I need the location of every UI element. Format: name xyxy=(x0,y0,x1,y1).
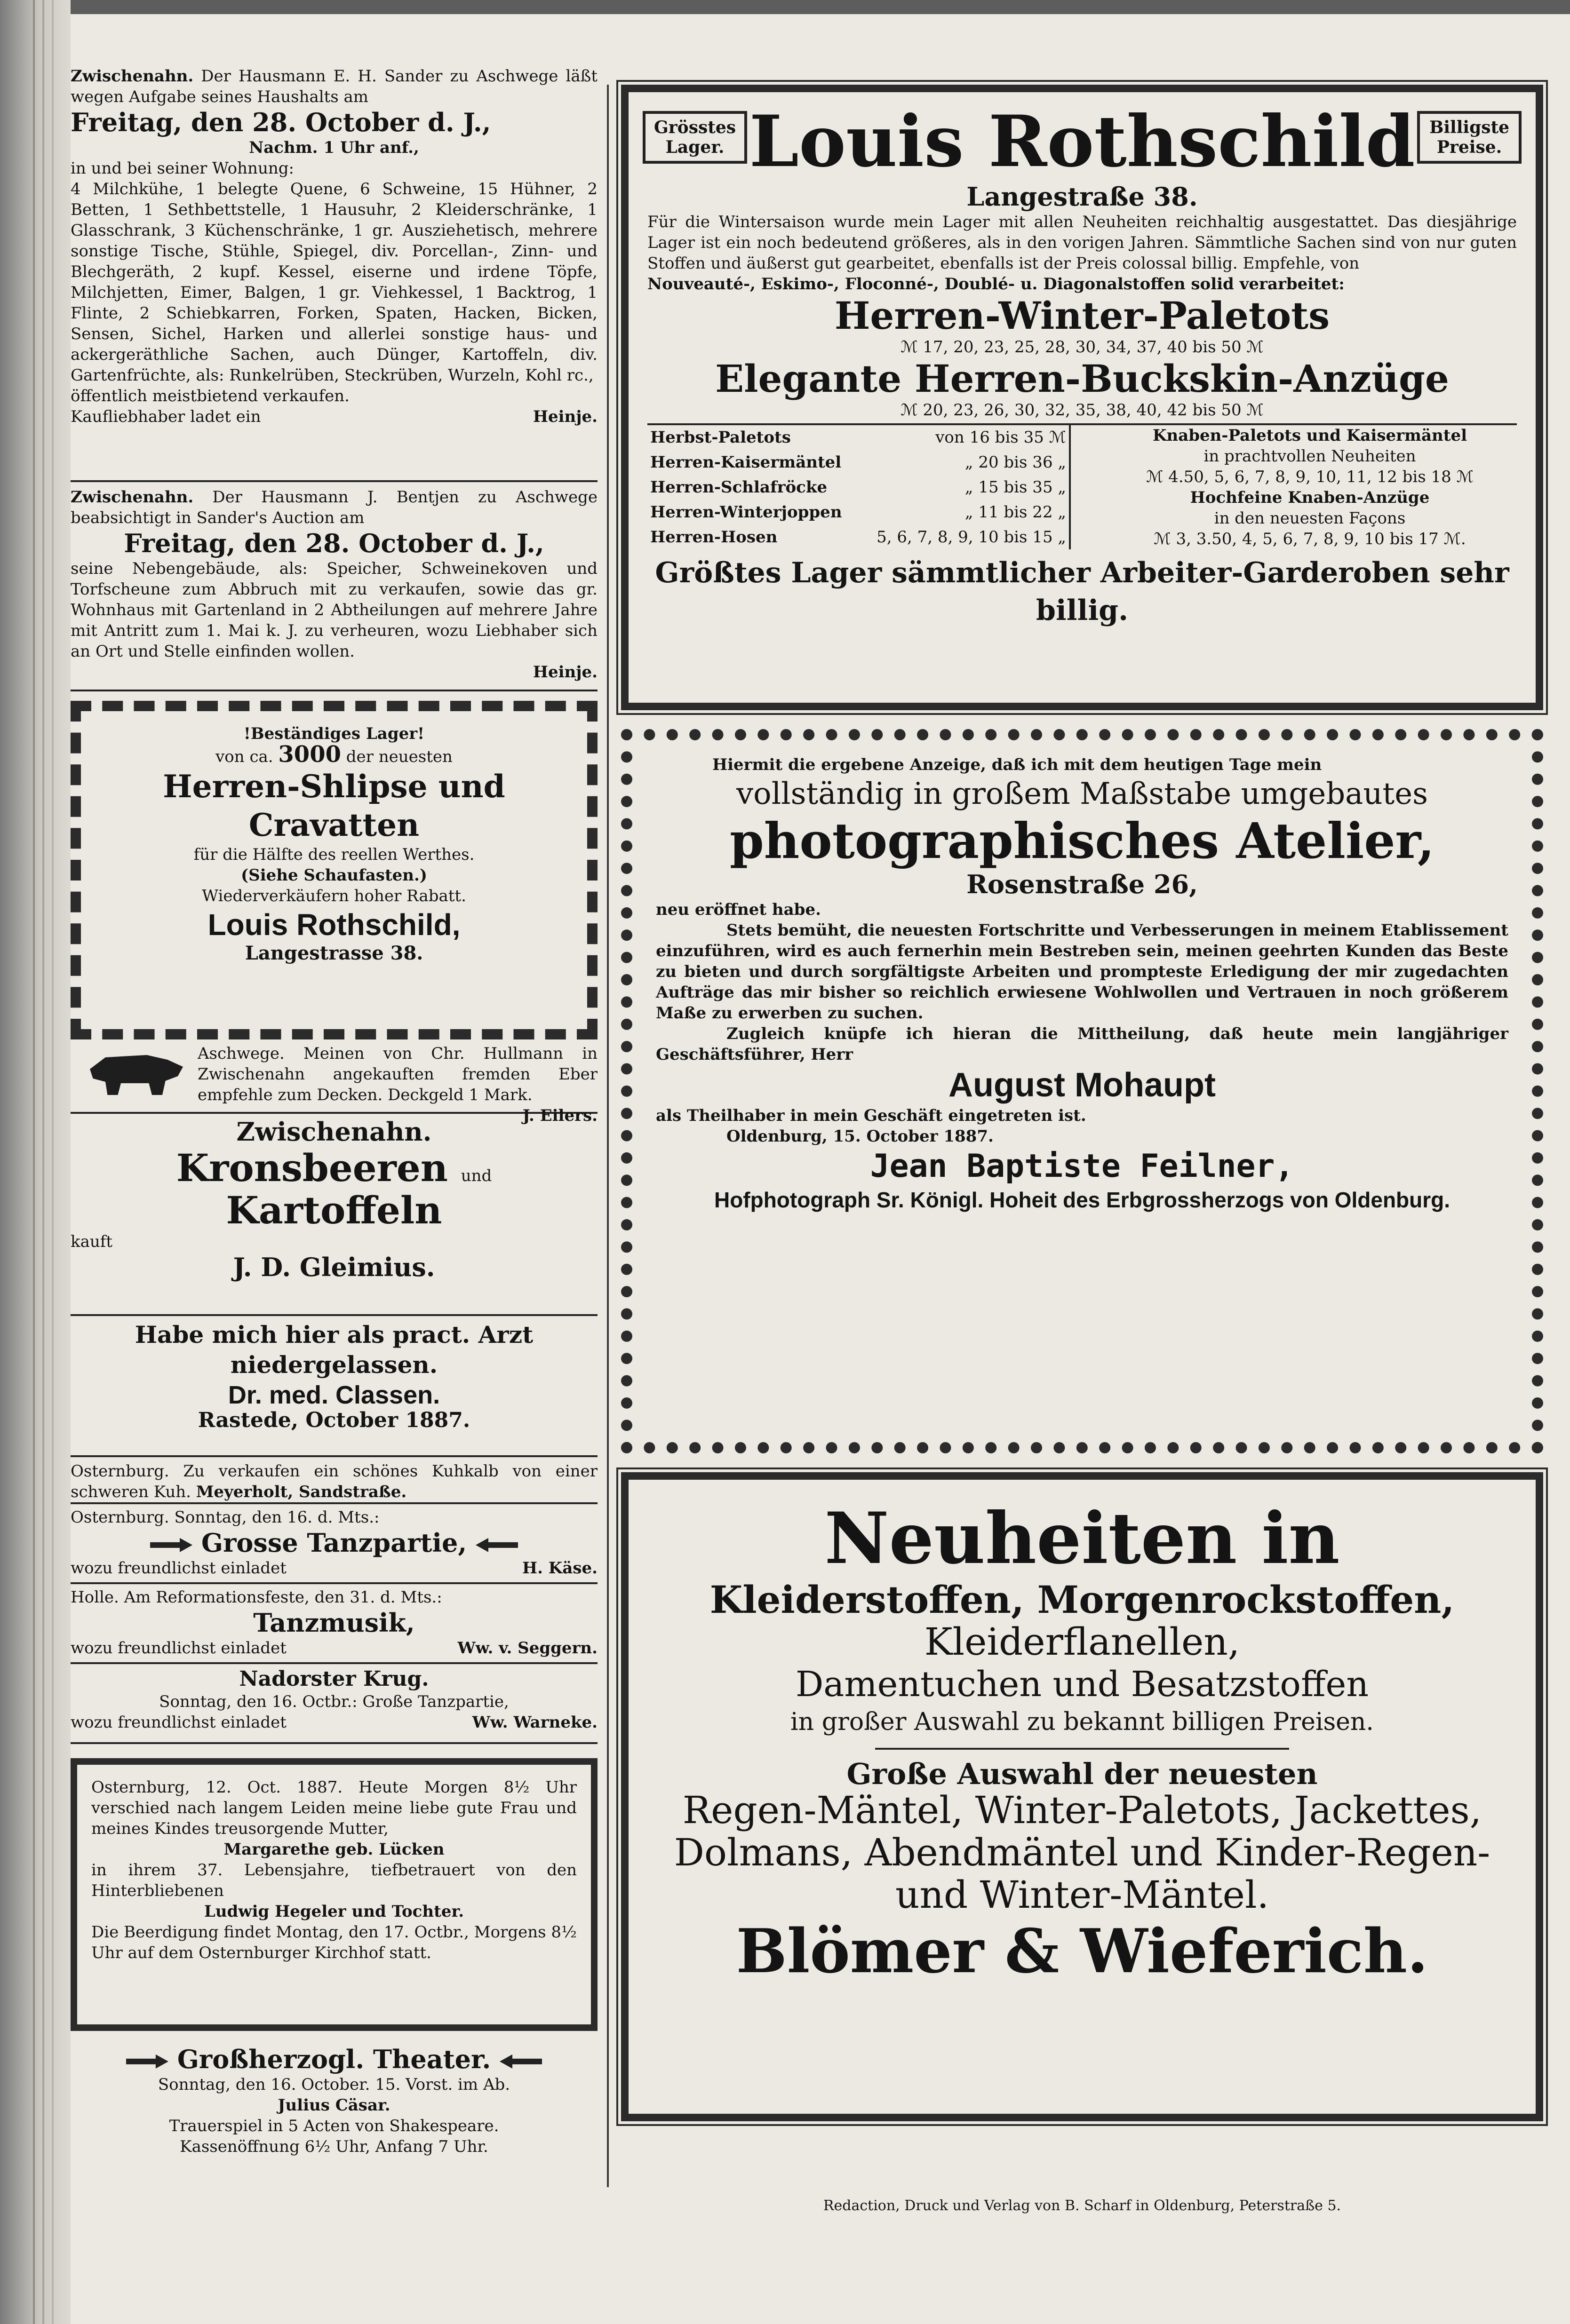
tanzmusik-ad xyxy=(71,1584,598,1664)
ad-text: und xyxy=(461,1166,492,1185)
deceased-name: Margarethe geb. Lücken xyxy=(223,1840,445,1859)
ad-text: Trauerspiel in 5 Acten von Shakespeare. xyxy=(169,2117,499,2135)
price-item: Herren-Winterjoppen xyxy=(650,502,842,522)
ad-text: Für die Wintersaison wurde mein Lager mit allen Neuheiten reichhaltig ausgestattet. Das diesjährige Lager ist ein noch bedeutend größeres, als in den vorigen Jahren. Sämmtliche Sachen sind von nur guten Stoffen und äußerst gut gearbeitet, ebenfalls ist der Preis colossal billig. Empfehle, von xyxy=(647,213,1517,273)
ad-text: Stets bemüht, die neuesten Fortschritte und Verbesserungen in meinem Etablissement einzuführen, wird es auch fernerhin mein Bestreben sein, meinen geehrten Kunden das Beste zu bieten und durch sorgfältigste Arbeiten und prompteste Erledigung der mir zugedachten Aufträge das mir bisher so reichlich erwiesene Wohlwollen und Vertrauen in noch größerem Maße zu erwerben zu suchen. xyxy=(656,921,1508,1023)
ad-text: Hochfeine Knaben-Anzüge xyxy=(1190,488,1430,507)
ad-text: Holle. Am Reformationsfeste, den 31. d. Mts.: xyxy=(71,1588,442,1607)
ad-text: Aschwege. Meinen von Chr. Hullmann in Zwischenahn angekauften fremden Eber empfehle zum Decken. Deckgeld 1 Mark. xyxy=(198,1044,598,1104)
pointing-hand-icon xyxy=(126,2054,168,2069)
ad-text: in ihrem 37. Lebensjahre, tiefbetrauert von den Hinterbliebenen xyxy=(91,1861,577,1900)
auction-date: Freitag, den 28. October d. J., xyxy=(124,528,544,558)
play-title: Julius Cäsar. xyxy=(278,2096,391,2115)
ad-signature: Heinje. xyxy=(533,407,598,426)
bloemer-wieferich-ad xyxy=(621,1472,1543,2121)
price-row xyxy=(647,450,1070,475)
atelier-ad xyxy=(621,729,1543,1453)
auction-time: Nachm. 1 Uhr anf., xyxy=(249,138,419,157)
photographer-name: Jean Baptiste Feilner, xyxy=(870,1148,1294,1185)
rothschild-address: Langestraße 38. xyxy=(966,182,1198,212)
ad-heading: Nadorster Krug. xyxy=(239,1667,429,1691)
ad-text: Sonntag, den 16. October. 15. Vorst. im Ab. xyxy=(158,2075,510,2094)
price-value: „ 11 bis 22 „ xyxy=(964,502,1066,522)
ad-text: öffentlich meistbietend verkaufen. xyxy=(71,387,350,405)
arzt-ad xyxy=(71,1316,598,1457)
ad-text: Große Auswahl der neuesten xyxy=(846,1757,1318,1791)
ad-text: Rastede, October 1887. xyxy=(198,1408,470,1432)
auction-date: Freitag, den 28. October d. J., xyxy=(71,107,491,137)
ad-text: von ca. xyxy=(215,747,273,766)
divider xyxy=(875,1748,1289,1750)
product-title: Elegante Herren-Buckskin-Anzüge xyxy=(715,357,1449,401)
ad-signature: J. Eilers. xyxy=(522,1106,598,1125)
ad-signature: Heinje. xyxy=(533,663,598,682)
price-section xyxy=(647,423,1517,549)
ad-text: Wiederverkäufern hoher Rabatt. xyxy=(202,887,466,905)
price-list: ℳ 3, 3.50, 4, 5, 6, 7, 8, 9, 10 bis 17 ℳ. xyxy=(1154,530,1466,548)
ad-text: Kassenöffnung 6½ Uhr, Anfang 7 Uhr. xyxy=(180,2137,488,2156)
price-item: Herren-Hosen xyxy=(650,527,778,547)
price-row xyxy=(647,500,1070,524)
ad-text: neu eröffnet habe. xyxy=(656,900,821,919)
auction-bentjen-ad xyxy=(71,482,598,691)
ad-text: Osternburg. Sonntag, den 16. d. Mts.: xyxy=(71,1508,380,1527)
ad-date: Oldenburg, 15. October 1887. xyxy=(726,1127,994,1146)
rothschild-ad xyxy=(621,85,1543,710)
ad-text: Zugleich knüpfe ich hieran die Mittheilung, daß heute mein langjähriger Geschäftsführer, Herr xyxy=(656,1024,1508,1064)
ad-heading: Zwischenahn. xyxy=(236,1117,432,1147)
price-list: ℳ 4.50, 5, 6, 7, 8, 9, 10, 11, 12 bis 18 ℳ xyxy=(1146,468,1474,486)
ad-signature: Ww. v. Seggern. xyxy=(457,1639,598,1658)
price-list: ℳ 17, 20, 23, 25, 28, 30, 34, 37, 40 bis 50 ℳ xyxy=(901,338,1264,357)
ad-heading: Neuheiten in xyxy=(824,1497,1340,1580)
doctor-name: Dr. med. Classen. xyxy=(228,1381,440,1409)
ad-text: in den neuesten Façons xyxy=(1214,509,1406,528)
price-value: von 16 bis 35 ℳ xyxy=(935,428,1066,447)
ad-text: Osternburg. Zu verkaufen ein schönes Kuhkalb von einer schweren Kuh. xyxy=(71,1462,598,1501)
right-column xyxy=(621,85,1543,2121)
ad-text: Sonntag, den 16. Octbr.: Große Tanzpartie, xyxy=(159,1692,509,1711)
ad-text: (Siehe Schaufasten.) xyxy=(241,866,427,885)
product-title: Herren-Shlipse und Cravatten xyxy=(163,768,505,843)
price-item: Herren-Kaisermäntel xyxy=(650,453,842,472)
ad-text: wozu freundlichst einladet xyxy=(71,1559,287,1578)
tanzpartie-ad xyxy=(71,1504,598,1584)
product-title: Kartoffeln xyxy=(226,1188,442,1232)
badge-largest-stock: Grösstes Lager. xyxy=(643,111,747,164)
ad-text: Kaufliebhaber ladet ein xyxy=(71,407,261,426)
ad-text: wozu freundlichst einladet xyxy=(71,1713,287,1732)
rothschild-footer: Größtes Lager sämmtlicher Arbeiter-Garderoben sehr billig. xyxy=(655,556,1509,627)
ad-text: in großer Auswahl zu bekannt billigen Preisen. xyxy=(790,1708,1374,1736)
ad-text: vollständig in großem Maßstabe umgebautes xyxy=(736,777,1428,811)
ad-text: Der Hausmann E. H. Sander zu Aschwege läßt wegen Aufgabe seines Haushalts am xyxy=(71,67,598,106)
atelier-address: Rosenstraße 26, xyxy=(966,869,1198,899)
column-divider xyxy=(607,85,609,2187)
ad-text: Die Beerdigung findet Montag, den 17. Octbr., Morgens 8½ Uhr auf dem Osternburger Kirchhof statt. xyxy=(91,1923,577,1962)
price-value: 5, 6, 7, 8, 9, 10 bis 15 „ xyxy=(877,527,1066,547)
product-title: Herren-Winter-Paletots xyxy=(834,293,1330,338)
ad-text: Osternburg, 12. Oct. 1887. Heute Morgen 8½ Uhr verschied nach langem Leiden meine liebe gute Frau und meines Kindes treusorgende Mutter, xyxy=(91,1778,577,1838)
auction-items: 4 Milchkühe, 1 belegte Quene, 6 Schweine, 15 Hühner, 2 Betten, 1 Sethbettstelle, 1 Hausuhr, 2 Kleiderschränke, 1 Glasschrank, 3 Küchenschränke, 1 gr. Ausziehetisch, mehrere sonstige Tische, Stühle, Spiegel, div. Porcellan-, Zinn- und Blechgeräth, 2 kupf. Kessel, eiserne und irdene Töpfe, Milchjetten, Eimer, Balgen, 1 gr. Viehkessel, 1 Backtrog, 1 Flinte, 2 Schiebkarren, Forken, Spaten, Hacken, Bicken, Sensen, Sichel, Harken und allerlei sonstige haus- und ackergeräthliche Sachen, auch Dünger, Kartoffeln, div. Gartenfrüchte, als: Runkelrüben, Steckrüben, Wurzeln, Kohl rc., xyxy=(71,180,598,385)
ad-text: Nouveauté-, Eskimo-, Floconné-, Doublé- u. Diagonalstoffen solid verarbeitet: xyxy=(647,275,1345,293)
ad-signature: Ww. Warneke. xyxy=(472,1713,598,1732)
ad-text: als Theilhaber in mein Geschäft eingetreten ist. xyxy=(656,1106,1086,1125)
price-item: Herbst-Paletots xyxy=(650,428,791,447)
quantity: 3000 xyxy=(278,741,341,768)
auction-sander-ad xyxy=(71,66,598,482)
book-gutter xyxy=(0,0,71,2324)
price-item: Herren-Schlafröcke xyxy=(650,477,828,497)
badge-cheapest-prices: Billigste Preise. xyxy=(1417,111,1522,164)
merchant-address: Langestrasse 38. xyxy=(245,942,423,964)
pointing-hand-icon xyxy=(150,1538,192,1552)
rothschild-title: Louis Rothschild xyxy=(749,100,1415,183)
death-notice xyxy=(71,1758,598,2031)
atelier-title: photographisches Atelier, xyxy=(730,812,1435,870)
boys-section xyxy=(1103,425,1517,549)
ad-heading: Zwischenahn. xyxy=(71,488,194,507)
product-line: und Winter-Mäntel. xyxy=(895,1873,1269,1917)
ad-heading: !Beständiges Lager! xyxy=(243,724,425,743)
price-row xyxy=(647,425,1070,450)
ad-text: kauft xyxy=(71,1232,113,1251)
price-value: „ 15 bis 35 „ xyxy=(964,477,1066,497)
photographer-title: Hofphotograph Sr. Königl. Hoheit des Erbgrossherzogs von Oldenburg. xyxy=(714,1188,1450,1212)
ad-signature: J. D. Gleimius. xyxy=(233,1252,435,1282)
kronsbeeren-ad xyxy=(71,1114,598,1316)
merchant-name: Louis Rothschild, xyxy=(207,908,461,942)
kuhkalb-ad xyxy=(71,1457,598,1504)
partner-name: August Mohaupt xyxy=(948,1066,1216,1104)
product-line: Regen-Mäntel, Winter-Paletots, Jackettes, xyxy=(682,1788,1482,1832)
ad-signature: Meyerholt, Sandstraße. xyxy=(196,1483,407,1501)
ad-text: Der Hausmann J. Bentjen zu Aschwege beabsichtigt in Sander's Auction am xyxy=(71,488,598,527)
price-table xyxy=(647,425,1071,549)
merchant-name: Blömer & Wieferich. xyxy=(736,1916,1428,1987)
ad-heading: Habe mich hier als pract. Arzt niedergelassen. xyxy=(135,1321,534,1379)
product-title: Kronsbeeren xyxy=(176,1146,448,1190)
product-line: Dolmans, Abendmäntel und Kinder-Regen- xyxy=(674,1831,1490,1874)
product-line: Kleiderstoffen, Morgenrockstoffen, xyxy=(709,1578,1455,1622)
ad-signature: H. Käse. xyxy=(522,1559,598,1578)
event-title: Tanzmusik, xyxy=(253,1608,415,1638)
left-column xyxy=(71,66,598,2181)
ad-text: in und bei seiner Wohnung: xyxy=(71,159,294,178)
ad-text: Knaben-Paletots und Kaisermäntel xyxy=(1152,426,1467,445)
theater-title: Großherzogl. Theater. xyxy=(177,2044,491,2074)
product-line: Damentuchen und Besatzstoffen xyxy=(795,1664,1369,1705)
ad-text: in prachtvollen Neuheiten xyxy=(1203,447,1416,466)
boar-illustration xyxy=(85,1048,188,1095)
cravatten-ad xyxy=(71,701,598,1039)
eber-ad xyxy=(71,1043,598,1125)
nadorster-krug-ad xyxy=(71,1664,598,1744)
price-list: ℳ 20, 23, 26, 30, 32, 35, 38, 40, 42 bis 50 ℳ xyxy=(901,401,1264,420)
price-row xyxy=(647,475,1070,500)
pointing-hand-icon xyxy=(500,2054,542,2069)
ad-text: der neuesten xyxy=(346,747,453,766)
pointing-hand-icon xyxy=(476,1538,518,1552)
ad-text: wozu freundlichst einladet xyxy=(71,1639,287,1658)
ad-heading: Zwischenahn. xyxy=(71,67,194,86)
ad-text: Hiermit die ergebene Anzeige, daß ich mit dem heutigen Tage mein xyxy=(712,755,1322,774)
price-row xyxy=(647,524,1070,549)
ad-text: für die Hälfte des reellen Werthes. xyxy=(193,845,475,864)
ad-text: seine Nebengebäude, als: Speicher, Schweinekoven und Torfscheune zum Abbruch mit zu verkaufen, sowie das gr. Wohnhaus mit Gartenland in 2 Abtheilungen auf mehrere Jahre mit Antritt zum 1. Mai k. J. zu verheuren, wozu Liebhaber sich an Ort und Stelle einfinden wollen. xyxy=(71,559,598,661)
price-value: „ 20 bis 36 „ xyxy=(964,453,1066,472)
event-title: Grosse Tanzpartie, xyxy=(201,1528,467,1558)
product-line: Kleiderflanellen, xyxy=(924,1620,1240,1664)
imprint: Redaction, Druck und Verlag von B. Scharf in Oldenburg, Peterstraße 5. xyxy=(823,2197,1341,2214)
theater-ad xyxy=(71,2044,598,2181)
mourner-name: Ludwig Hegeler und Tochter. xyxy=(204,1902,464,1921)
